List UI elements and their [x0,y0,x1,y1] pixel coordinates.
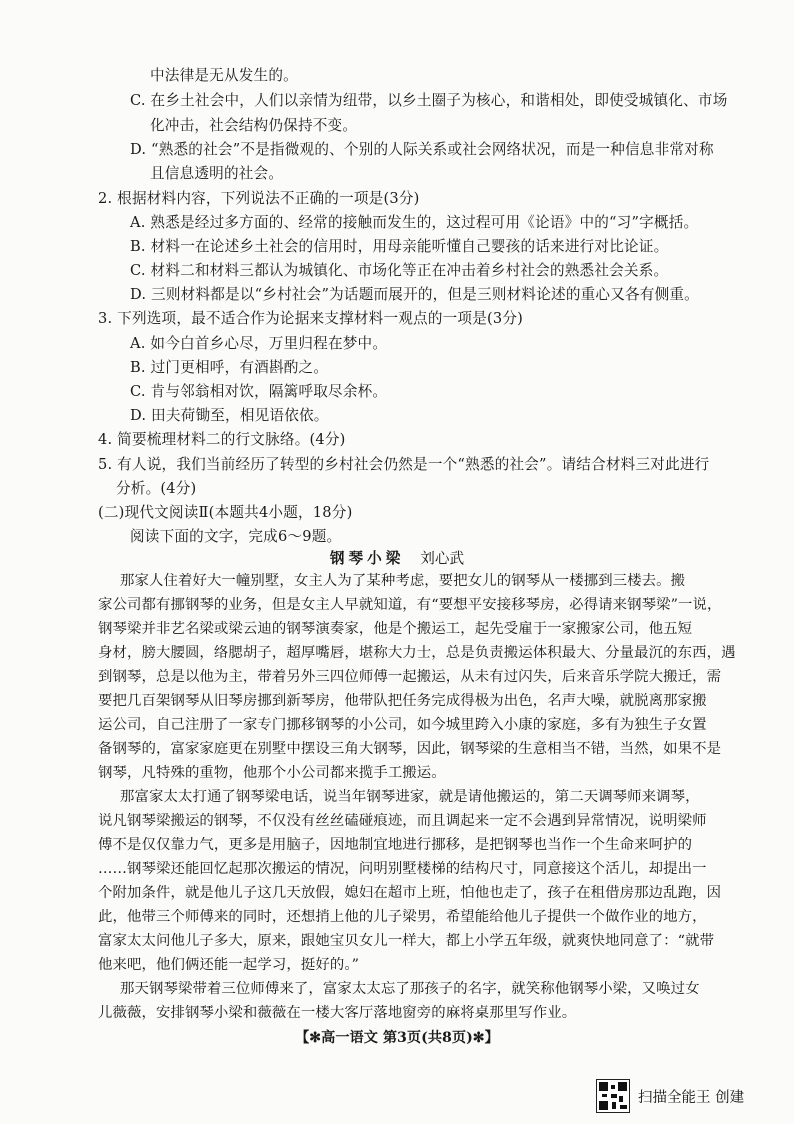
story-line: 钢琴梁并非艺名梁或梁云迪的钢琴演奏家，他是个搬运工，起先受雇于一家搬家公司，他五短 [98,621,693,637]
story-author: 刘心武 [420,550,465,567]
text-line: C. 材料二和材料三都认为城镇化、市场化等正在冲击着乡村社会的熟悉社会关系。 [130,262,669,279]
text-line: 3. 下列选项，最不适合作为论据来支撑材料一观点的一项是(3分) [98,310,524,327]
watermark-text: 扫描全能王 创建 [638,1089,745,1106]
story-title: 钢琴小梁 [329,550,405,567]
text-line: 化冲击，社会结构仍保持不变。 [150,117,358,134]
text-line: A. 如今白首乡心尽，万里归程在梦中。 [130,335,388,352]
story-line: 钢琴，凡特殊的重物，他那个小公司都来揽手工搬运。 [98,765,446,781]
scanner-watermark [596,1078,786,1114]
text-line: 分析。(4分) [116,480,197,497]
story-line: 到钢琴，总是以他为主，带着另外三四位师傅一起搬运，从未有过闪失，后来音乐学院大搬迁，需 [98,669,722,685]
text-line: 阅读下面的文字，完成6～9题。 [130,528,342,545]
story-line: 富家太太问他儿子多大，原来，跟她宝贝女儿一样大，都上小学五年级，就爽快地同意了：“就带 [98,933,715,949]
story-line: ……钢琴梁还能回忆起那次搬运的情况，问明别墅楼梯的结构尺寸，同意接这个活儿，却提出一 [98,861,707,877]
text-line: C. 在乡土社会中，人们以亲情为纽带，以乡土圈子为核心，和谐相处，即使受城镇化、市场 [130,92,728,109]
qr-code-icon [596,1079,630,1113]
story-line: 此，他带三个师傅来的同时，还想捎上他的儿子梁男，希望能给他儿子提供一个做作业的地方， [98,909,707,925]
story-line: 那天钢琴梁带着三位师傅来了，富家太太忘了那孩子的名字，就笑称他钢琴小梁，又唤过女 [120,981,700,997]
story-line: 家公司都有挪钢琴的业务，但是女主人早就知道，有“要想平安接移琴房，必得请来钢琴梁”一说， [98,597,722,613]
story-line: 身材，膀大腰圆，络腮胡子，超厚嘴唇，堪称大力士，总是负责搬运体积最大、分量最沉的东西，遇 [98,645,736,661]
text-line: 中法律是无从发生的。 [150,67,298,84]
text-line: D. “熟悉的社会”不是指微观的、个别的人际关系或社会网络状况，而是一种信息非常对称 [130,141,714,158]
text-line: A. 熟悉是经过多方面的、经常的接触而发生的，这过程可用《论语》中的“习”字概括。 [130,214,699,231]
text-line: C. 肯与邻翁相对饮，隔篱呼取尽余杯。 [130,383,388,400]
story-line: 个附加条件，就是他儿子这几天放假，媳妇在超市上班，怕他也走了，孩子在租借房那边乱跑，因 [98,885,722,901]
story-heading [0,549,794,569]
page-footer: 【✻高一语文 第3页(共8页)✻】 [295,1030,499,1046]
story-line: 运公司，自己注册了一家专门挪移钢琴的小公司，如今城里跨入小康的家庭，多有为独生子女置 [98,717,707,733]
story-line: 那家人住着好大一幢别墅，女主人为了某种考虑，要把女儿的钢琴从一楼挪到三楼去。搬 [120,573,686,589]
text-line: 且信息透明的社会。 [150,165,284,182]
story-line: 要把几百架钢琴从旧琴房挪到新琴房，他带队把任务完成得极为出色，名声大噪，就脱离那家搬 [98,693,707,709]
text-line: (二)现代文阅读Ⅱ(本题共4小题，18分) [98,504,353,521]
text-line: B. 过门更相呼，有酒斟酌之。 [130,359,329,376]
story-line: 傅不是仅仅靠力气，更多是用脑子，因地制宜地进行挪移，是把钢琴也当作一个生命来呵护的 [98,837,693,853]
story-line: 他来吧，他们俩还能一起学习，挺好的。” [98,957,360,973]
story-line: 说凡钢琴梁搬运的钢琴，不仅没有丝丝磕碰痕迹，而且调起来一定不会遇到异常情况，说明梁师 [98,813,707,829]
text-line: 4. 简要梳理材料二的行文脉络。(4分) [98,431,346,448]
text-line: 2. 根据材料内容，下列说法不正确的一项是(3分) [98,190,420,207]
text-line: 5. 有人说，我们当前经历了转型的乡村社会仍然是一个“熟悉的社会”。请结合材料三对此进行 [98,456,710,473]
text-line: D. 田夫荷锄至，相见语依依。 [130,407,329,424]
story-line: 儿薇薇，安排钢琴小梁和薇薇在一楼大客厅落地窗旁的麻将桌那里写作业。 [98,1005,577,1021]
text-line: D. 三则材料都是以“乡村社会”为话题而展开的，但是三则材料论述的重心又各有侧重。 [130,286,699,303]
story-line: 那富家太太打通了钢琴梁电话，说当年钢琴进家，就是请他搬运的，第二天调琴师来调琴， [120,789,700,805]
text-line: B. 材料一在论述乡土社会的信用时，用母亲能听懂自己婴孩的话来进行对比论证。 [130,238,669,255]
story-line: 备钢琴的，富家家庭更在别墅中摆设三角大钢琴，因此，钢琴梁的生意相当不错，当然，如果不是 [98,741,722,757]
